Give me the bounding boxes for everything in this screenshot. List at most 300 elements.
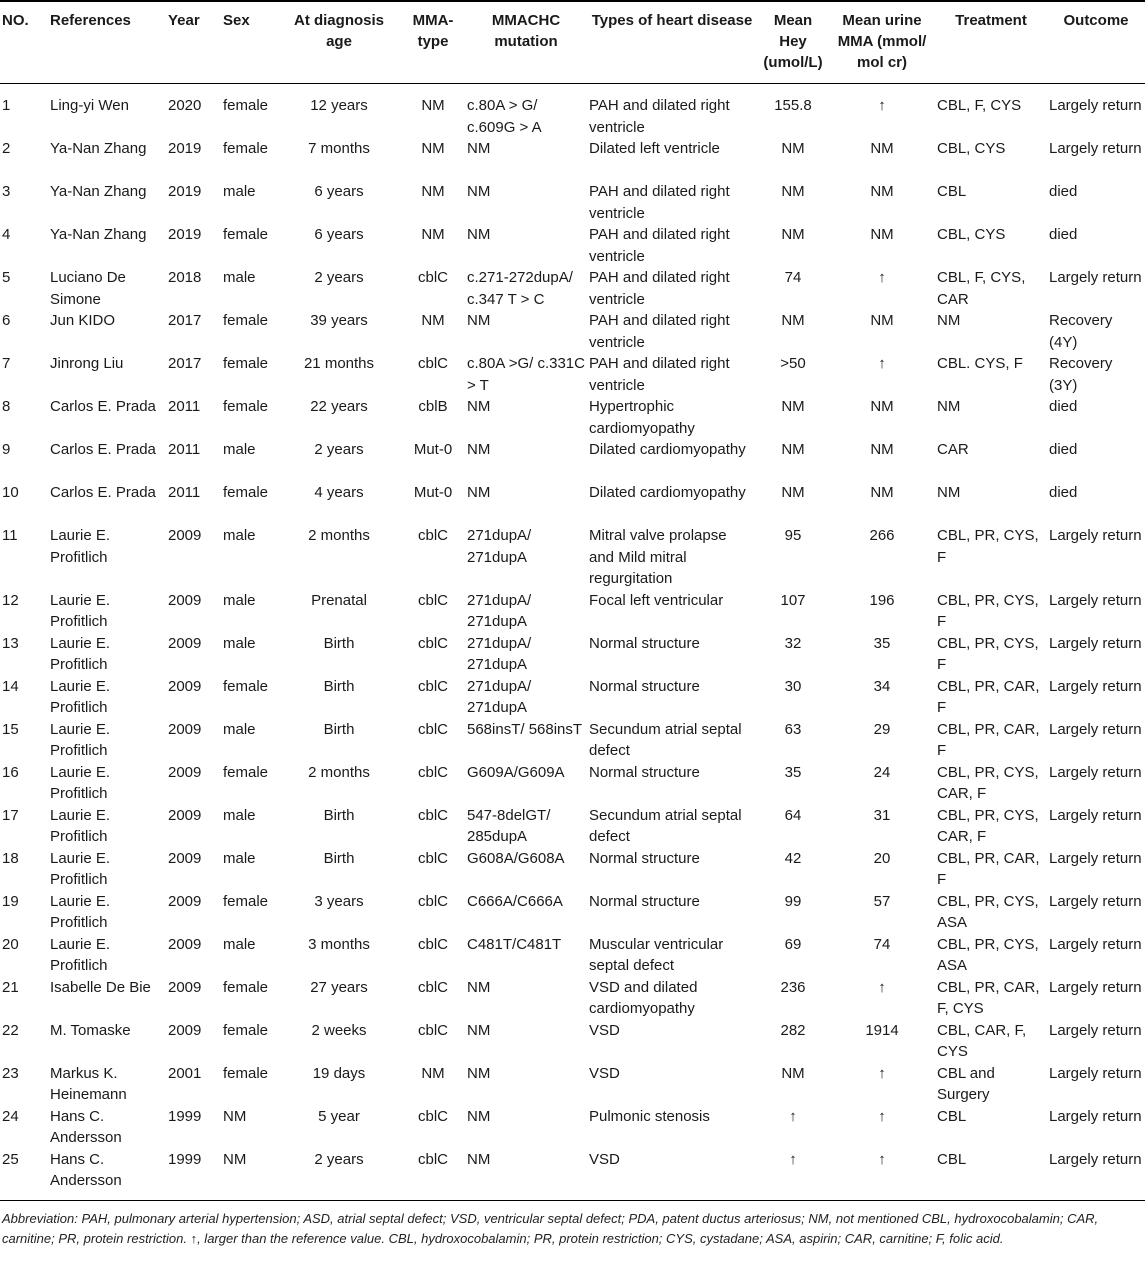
cell-col-mma-type: NM (421, 183, 445, 200)
table-row (0, 224, 1145, 267)
table-header (0, 1, 1145, 84)
cell-col-mma-type: Mut-0 (413, 484, 453, 501)
cell-col-hey: ↑ (789, 1150, 797, 1168)
cell-col-hey: NM (781, 441, 805, 458)
cell-col-references: Carlos E. Prada (50, 398, 156, 415)
cell-col-no: 13 (2, 634, 19, 652)
cell-col-treatment: CBL, PR, CYS, F (937, 527, 1039, 566)
cell-col-mutation: 271dupA/ 271dupA (467, 677, 532, 716)
cell-col-age: Birth (323, 634, 355, 652)
table-body (0, 84, 1145, 1200)
cell-col-age: Prenatal (311, 591, 367, 609)
cell-col-treatment: CBL, PR, CYS, ASA (937, 935, 1039, 974)
cell-col-year: 1999 (168, 1150, 202, 1168)
cell-col-heart-disease: Normal structure (589, 634, 700, 652)
cell-col-mutation: NM (467, 398, 491, 415)
cell-col-mma-type: NM (421, 97, 445, 114)
cell-col-treatment: NM (937, 484, 961, 501)
cell-col-age: Birth (323, 720, 355, 738)
cell-col-year: 2017 (168, 312, 202, 329)
table-row (0, 439, 1145, 482)
cell-col-references: Carlos E. Prada (50, 484, 156, 501)
cell-col-mutation: NM (467, 140, 491, 157)
cell-col-sex: female (223, 677, 269, 695)
table-row (0, 84, 1145, 139)
cell-col-heart-disease: Normal structure (589, 849, 700, 867)
cell-col-treatment: CBL. CYS, F (937, 355, 1023, 372)
cell-col-no: 18 (2, 849, 19, 867)
cell-col-heart-disease: Normal structure (589, 763, 700, 781)
cell-col-heart-disease: Secundum atrial septal defect (589, 720, 742, 759)
cell-col-outcome: Largely return (1049, 935, 1142, 953)
cell-col-age: 19 days (312, 1064, 366, 1082)
cell-col-heart-disease: VSD (589, 1064, 620, 1082)
cell-col-year: 2009 (168, 892, 202, 910)
cell-col-heart-disease: PAH and dilated right ventricle (589, 312, 730, 351)
table-row (0, 525, 1145, 590)
cell-col-outcome: Largely return (1049, 1107, 1142, 1125)
cell-col-hey: 74 (784, 269, 802, 286)
cell-col-outcome: Largely return (1049, 763, 1142, 781)
cell-col-mma-type: cblC (417, 355, 448, 372)
table-row (0, 590, 1145, 633)
cell-col-sex: female (223, 226, 269, 243)
cell-col-age: Birth (323, 677, 355, 695)
cell-col-treatment: CBL, CYS (937, 226, 1006, 243)
cell-col-outcome: died (1049, 183, 1078, 200)
cell-col-treatment: CBL, PR, CYS, F (937, 591, 1039, 630)
cell-col-outcome: Largely return (1049, 1021, 1142, 1039)
cell-col-sex: male (223, 849, 256, 867)
cell-col-heart-disease: PAH and dilated right ventricle (589, 226, 730, 265)
header-row (0, 1, 1145, 84)
cell-col-age: 27 years (310, 978, 368, 996)
cell-col-treatment: CBL (937, 1107, 967, 1125)
cell-col-mutation: 271dupA/ 271dupA (467, 634, 532, 673)
cell-col-sex: female (223, 892, 269, 910)
cell-col-urine-mma: NM (870, 441, 894, 458)
cell-col-age: 6 years (314, 226, 364, 243)
cell-col-heart-disease: Pulmonic stenosis (589, 1107, 710, 1125)
table-row (0, 181, 1145, 224)
header-col-references: References (48, 1, 166, 84)
cell-col-mma-type: cblC (417, 634, 448, 652)
cell-col-treatment: NM (937, 312, 961, 329)
cell-col-hey: 236 (780, 978, 806, 996)
cell-col-references: Jinrong Liu (50, 355, 124, 372)
cell-col-urine-mma: NM (870, 183, 894, 200)
cell-col-urine-mma: 34 (873, 677, 891, 695)
cell-col-sex: male (223, 806, 256, 824)
cell-col-no: 4 (2, 226, 11, 243)
cell-col-age: 21 months (303, 355, 375, 372)
cell-col-mutation: 568insT/ 568insT (467, 720, 583, 738)
cell-col-outcome: Largely return (1049, 806, 1142, 824)
cell-col-mutation: NM (467, 1150, 491, 1168)
cell-col-year: 2011 (168, 441, 201, 458)
cell-col-urine-mma: 74 (873, 935, 891, 953)
cell-col-hey: 155.8 (774, 97, 812, 114)
cell-col-treatment: CBL, F, CYS (937, 97, 1022, 114)
cell-col-references: Laurie E. Profitlich (50, 591, 111, 630)
cell-col-outcome: Largely return (1049, 269, 1142, 286)
cell-col-hey: 42 (784, 849, 802, 867)
cell-col-mma-type: cblC (417, 720, 448, 738)
cell-col-outcome: died (1049, 398, 1078, 415)
cell-col-age: 2 months (308, 763, 370, 781)
cell-col-year: 2009 (168, 1021, 202, 1039)
cell-col-no: 19 (2, 892, 19, 910)
cell-col-age: 6 years (314, 183, 364, 200)
cell-col-year: 2019 (168, 140, 202, 157)
cell-col-sex: male (223, 591, 256, 609)
cell-col-hey: NM (781, 140, 805, 157)
cell-col-treatment: CBL, PR, CAR, F, CYS (937, 978, 1040, 1017)
cell-col-mutation: G609A/G609A (467, 763, 565, 781)
cell-col-hey: 64 (784, 806, 802, 824)
cell-col-mma-type: cblC (417, 806, 448, 824)
cell-col-year: 2009 (168, 806, 202, 824)
cell-col-age: 12 years (310, 97, 368, 114)
cell-col-references: Laurie E. Profitlich (50, 849, 111, 888)
cell-col-hey: 35 (784, 763, 802, 781)
cell-col-mutation: G608A/G608A (467, 849, 565, 867)
cell-col-treatment: CBL (937, 1150, 967, 1168)
cell-col-mma-type: NM (421, 140, 445, 157)
cell-col-heart-disease: Muscular ventricular septal defect (589, 935, 724, 974)
cell-col-outcome: Largely return (1049, 677, 1142, 695)
cell-col-outcome: died (1049, 484, 1078, 501)
footnote-section (0, 1200, 1145, 1250)
cell-col-hey: 63 (784, 720, 802, 738)
cell-col-heart-disease: Mitral valve prolapse and Mild mitral regurgitation (589, 527, 727, 587)
cell-col-mutation: 547-8delGT/ 285dupA (467, 806, 551, 845)
cell-col-heart-disease: VSD (589, 1021, 620, 1039)
cell-col-treatment: CBL, CYS (937, 140, 1006, 157)
cell-col-urine-mma: ↑ (878, 355, 886, 372)
cell-col-hey: 282 (780, 1021, 806, 1039)
cell-col-urine-mma: 24 (873, 763, 891, 781)
cell-col-age: 5 year (318, 1107, 360, 1125)
cell-col-references: Luciano De Simone (50, 269, 126, 308)
cell-col-year: 2019 (168, 226, 202, 243)
cell-col-sex: male (223, 634, 256, 652)
cell-col-sex: female (223, 355, 269, 372)
cell-col-references: Laurie E. Profitlich (50, 720, 111, 759)
cell-col-sex: male (223, 527, 256, 544)
cell-col-references: Ya-Nan Zhang (50, 183, 147, 200)
table-row (0, 1149, 1145, 1200)
cell-col-outcome: Largely return (1049, 527, 1142, 544)
header-col-age: At diagnosis age (277, 1, 401, 84)
cell-col-sex: female (223, 1021, 269, 1039)
cell-col-sex: female (223, 484, 269, 501)
cell-col-year: 2009 (168, 591, 202, 609)
table-row (0, 482, 1145, 525)
cell-col-mma-type: cblC (417, 269, 448, 286)
cell-col-urine-mma: 57 (873, 892, 891, 910)
cell-col-urine-mma: 20 (873, 849, 891, 867)
cell-col-outcome: Largely return (1049, 849, 1142, 867)
cell-col-no: 22 (2, 1021, 19, 1039)
cell-col-mma-type: cblC (417, 1107, 448, 1125)
header-col-treatment: Treatment (935, 1, 1047, 84)
cell-col-urine-mma: 196 (869, 591, 895, 609)
cell-col-age: Birth (323, 806, 355, 824)
cell-col-outcome: Recovery (4Y) (1049, 312, 1113, 351)
cell-col-sex: male (223, 269, 256, 286)
cell-col-urine-mma: NM (870, 398, 894, 415)
cell-col-no: 9 (2, 441, 11, 458)
cell-col-outcome: Largely return (1049, 591, 1142, 609)
cell-col-year: 2009 (168, 849, 202, 867)
cell-col-no: 11 (2, 527, 18, 544)
cell-col-year: 2011 (168, 398, 201, 415)
cell-col-year: 2011 (168, 484, 201, 501)
cell-col-urine-mma: NM (870, 140, 894, 157)
cell-col-sex: female (223, 1064, 269, 1082)
cell-col-mutation: NM (467, 1021, 491, 1039)
cell-col-no: 12 (2, 591, 19, 609)
cell-col-urine-mma: NM (870, 312, 894, 329)
cell-col-mma-type: cblC (417, 677, 448, 695)
cell-col-references: Ya-Nan Zhang (50, 226, 147, 243)
cell-col-hey: NM (781, 398, 805, 415)
cell-col-references: Jun KIDO (50, 312, 116, 329)
cell-col-year: 2009 (168, 978, 202, 996)
cell-col-urine-mma: ↑ (878, 1150, 886, 1168)
header-col-heart-disease: Types of heart disease (587, 1, 757, 84)
cell-col-references: Markus K. Heinemann (50, 1064, 127, 1103)
cell-col-no: 14 (2, 677, 19, 695)
cell-col-references: Laurie E. Profitlich (50, 935, 111, 974)
cell-col-age: Birth (323, 849, 355, 867)
cell-col-mma-type: NM (421, 1064, 445, 1082)
table-row (0, 310, 1145, 353)
header-col-mutation: MMACHC mutation (465, 1, 587, 84)
cell-col-no: 7 (2, 355, 11, 372)
cell-col-mutation: NM (467, 484, 491, 501)
table-row (0, 1106, 1145, 1149)
cell-col-mma-type: Mut-0 (413, 441, 453, 458)
cell-col-treatment: CAR (937, 441, 969, 458)
cell-col-treatment: CBL, CAR, F, CYS (937, 1021, 1027, 1060)
cell-col-urine-mma: 266 (869, 527, 895, 544)
table-row (0, 805, 1145, 848)
cell-col-age: 39 years (310, 312, 368, 329)
cell-col-mma-type: NM (421, 312, 445, 329)
cell-col-hey: 32 (784, 634, 802, 652)
cell-col-mma-type: cblC (417, 849, 448, 867)
cell-col-mma-type: cblC (417, 527, 448, 544)
cell-col-urine-mma: ↑ (878, 269, 886, 286)
cell-col-year: 2009 (168, 634, 202, 652)
cell-col-heart-disease: Normal structure (589, 892, 700, 910)
cell-col-age: 3 years (314, 892, 364, 910)
cell-col-outcome: Largely return (1049, 720, 1142, 738)
cell-col-outcome: Largely return (1049, 978, 1142, 996)
cell-col-outcome: Largely return (1049, 1150, 1142, 1168)
cell-col-age: 22 years (310, 398, 368, 415)
cell-col-sex: female (223, 97, 269, 114)
cell-col-references: Laurie E. Profitlich (50, 806, 111, 845)
cell-col-heart-disease: PAH and dilated right ventricle (589, 97, 730, 136)
cell-col-heart-disease: PAH and dilated right ventricle (589, 269, 730, 308)
cell-col-treatment: CBL, PR, CAR, F (937, 720, 1040, 759)
cell-col-mma-type: cblC (417, 1150, 448, 1168)
cell-col-mma-type: cblC (417, 978, 448, 996)
header-col-urine-mma: Mean urine MMA (mmol/ mol cr) (829, 1, 935, 84)
cell-col-year: 2001 (168, 1064, 202, 1082)
cell-col-heart-disease: Dilated cardiomyopathy (589, 484, 746, 501)
cell-col-treatment: CBL, PR, CYS, F (937, 634, 1039, 673)
cell-col-mutation: C666A/C666A (467, 892, 563, 910)
cell-col-hey: 95 (784, 527, 802, 544)
cell-col-mma-type: cblB (418, 398, 448, 415)
header-col-year: Year (166, 1, 221, 84)
header-col-mma-type: MMA-type (401, 1, 465, 84)
footnote: Abbreviation: PAH, pulmonary arterial hypertension; ASD, atrial septal defect; VSD, ventricular septal defect; PDA, patent ductus arteriosus; NM, not mentioned CBL, hydroxocobalamin; CAR, carnitine; PR, protein restriction. ↑, larger than the reference value. CBL, hydroxocobalamin; PR, protein restriction; CYS, cystadane; ASA, aspirin; CAR, carnitine; F, folic acid. (2, 1210, 1099, 1246)
cell-col-outcome: Largely return (1049, 140, 1142, 157)
cell-col-hey: >50 (780, 355, 806, 372)
cell-col-hey: 99 (784, 892, 802, 910)
cell-col-no: 24 (2, 1107, 19, 1125)
cell-col-mutation: NM (467, 441, 491, 458)
cell-col-sex: NM (223, 1107, 247, 1125)
cell-col-sex: female (223, 140, 269, 157)
cell-col-mma-type: NM (421, 226, 445, 243)
cell-col-heart-disease: Hypertrophic cardiomyopathy (589, 398, 695, 437)
cell-col-mutation: C481T/C481T (467, 935, 562, 953)
cell-col-no: 15 (2, 720, 19, 738)
cell-col-hey: NM (781, 183, 805, 200)
cell-col-no: 20 (2, 935, 19, 953)
cell-col-sex: female (223, 398, 269, 415)
cell-col-no: 6 (2, 312, 11, 329)
table-row (0, 396, 1145, 439)
cell-col-outcome: Largely return (1049, 634, 1142, 652)
cell-col-hey: NM (781, 312, 805, 329)
cell-col-mutation: 271dupA/ 271dupA (467, 591, 532, 630)
cell-col-references: Ya-Nan Zhang (50, 140, 147, 157)
table-row (0, 138, 1145, 181)
cell-col-mutation: c.80A > G/ c.609G > A (467, 97, 542, 136)
cell-col-references: Isabelle De Bie (50, 978, 151, 996)
cell-col-urine-mma: 31 (873, 806, 891, 824)
cell-col-mutation: NM (467, 312, 491, 329)
cell-col-mutation: NM (467, 183, 491, 200)
cell-col-heart-disease: PAH and dilated right ventricle (589, 355, 730, 394)
cell-col-references: M. Tomaske (50, 1021, 131, 1039)
cell-col-heart-disease: VSD and dilated cardiomyopathy (589, 978, 698, 1017)
table-row (0, 1020, 1145, 1063)
cell-col-no: 10 (2, 484, 19, 501)
cell-col-urine-mma: ↑ (878, 1107, 886, 1125)
cell-col-no: 16 (2, 763, 19, 781)
table-row (0, 676, 1145, 719)
cell-col-age: 2 years (314, 441, 364, 458)
cell-col-no: 2 (2, 140, 11, 157)
cell-col-treatment: CBL, PR, CYS, CAR, F (937, 763, 1039, 802)
cell-col-urine-mma: ↑ (878, 1064, 886, 1082)
cell-col-outcome: Recovery (3Y) (1049, 355, 1113, 394)
cell-col-age: 2 weeks (311, 1021, 367, 1039)
cell-col-mma-type: cblC (417, 591, 448, 609)
cell-col-age: 2 years (314, 1150, 364, 1168)
cell-col-sex: NM (223, 1150, 247, 1168)
header-col-outcome: Outcome (1047, 1, 1145, 84)
cell-col-year: 2009 (168, 720, 202, 738)
cell-col-hey: ↑ (789, 1107, 797, 1125)
cell-col-no: 5 (2, 269, 11, 286)
table-row (0, 891, 1145, 934)
cell-col-year: 2009 (168, 763, 202, 781)
header-col-no: NO. (0, 1, 48, 84)
cell-col-urine-mma: NM (870, 484, 894, 501)
cell-col-sex: male (223, 183, 256, 200)
cell-col-year: 2018 (168, 269, 202, 286)
cell-col-age: 4 years (314, 484, 364, 501)
cell-col-references: Laurie E. Profitlich (50, 892, 111, 931)
cell-col-no: 23 (2, 1064, 19, 1082)
cell-col-sex: female (223, 978, 269, 996)
cell-col-hey: 69 (784, 935, 802, 953)
cell-col-heart-disease: Dilated left ventricle (589, 140, 720, 157)
table-row (0, 633, 1145, 676)
cell-col-year: 2009 (168, 527, 202, 544)
cell-col-treatment: CBL, PR, CAR, F (937, 849, 1040, 888)
cell-col-heart-disease: Normal structure (589, 677, 700, 695)
cell-col-outcome: Largely return (1049, 892, 1142, 910)
cell-col-no: 3 (2, 183, 11, 200)
cell-col-outcome: Largely return (1049, 97, 1142, 114)
cell-col-age: 7 months (308, 140, 370, 157)
cell-col-references: Laurie E. Profitlich (50, 763, 111, 802)
cell-col-no: 25 (2, 1150, 19, 1168)
cell-col-treatment: CBL (937, 183, 967, 200)
cell-col-outcome: died (1049, 226, 1078, 243)
cell-col-age: 2 years (314, 269, 364, 286)
table-row (0, 848, 1145, 891)
cell-col-no: 21 (2, 978, 19, 996)
cell-col-mutation: NM (467, 1064, 491, 1082)
header-col-hey: Mean Hey (umol/L) (757, 1, 829, 84)
cell-col-treatment: CBL, F, CYS, CAR (937, 269, 1026, 308)
cell-col-year: 2009 (168, 935, 202, 953)
cell-col-urine-mma: ↑ (878, 97, 886, 114)
cell-col-references: Hans C. Andersson (50, 1107, 122, 1146)
cell-col-references: Laurie E. Profitlich (50, 634, 111, 673)
cell-col-references: Hans C. Andersson (50, 1150, 122, 1189)
cell-col-urine-mma: 1914 (865, 1021, 899, 1039)
cell-col-sex: female (223, 312, 269, 329)
cell-col-sex: male (223, 720, 256, 738)
cell-col-age: 3 months (308, 935, 370, 953)
cell-col-hey: 30 (784, 677, 802, 695)
cell-col-mutation: NM (467, 1107, 491, 1125)
cell-col-hey: NM (781, 226, 805, 243)
cell-col-sex: male (223, 441, 256, 458)
cell-col-urine-mma: ↑ (878, 978, 886, 996)
cell-col-mutation: NM (467, 978, 491, 996)
cell-col-mma-type: cblC (417, 763, 448, 781)
cell-col-urine-mma: NM (870, 226, 894, 243)
cell-col-mma-type: cblC (417, 935, 448, 953)
cell-col-mutation: c.80A >G/ c.331C > T (467, 355, 585, 394)
cell-col-year: 2009 (168, 677, 202, 695)
cell-col-mutation: NM (467, 226, 491, 243)
cell-col-urine-mma: 29 (873, 720, 891, 738)
